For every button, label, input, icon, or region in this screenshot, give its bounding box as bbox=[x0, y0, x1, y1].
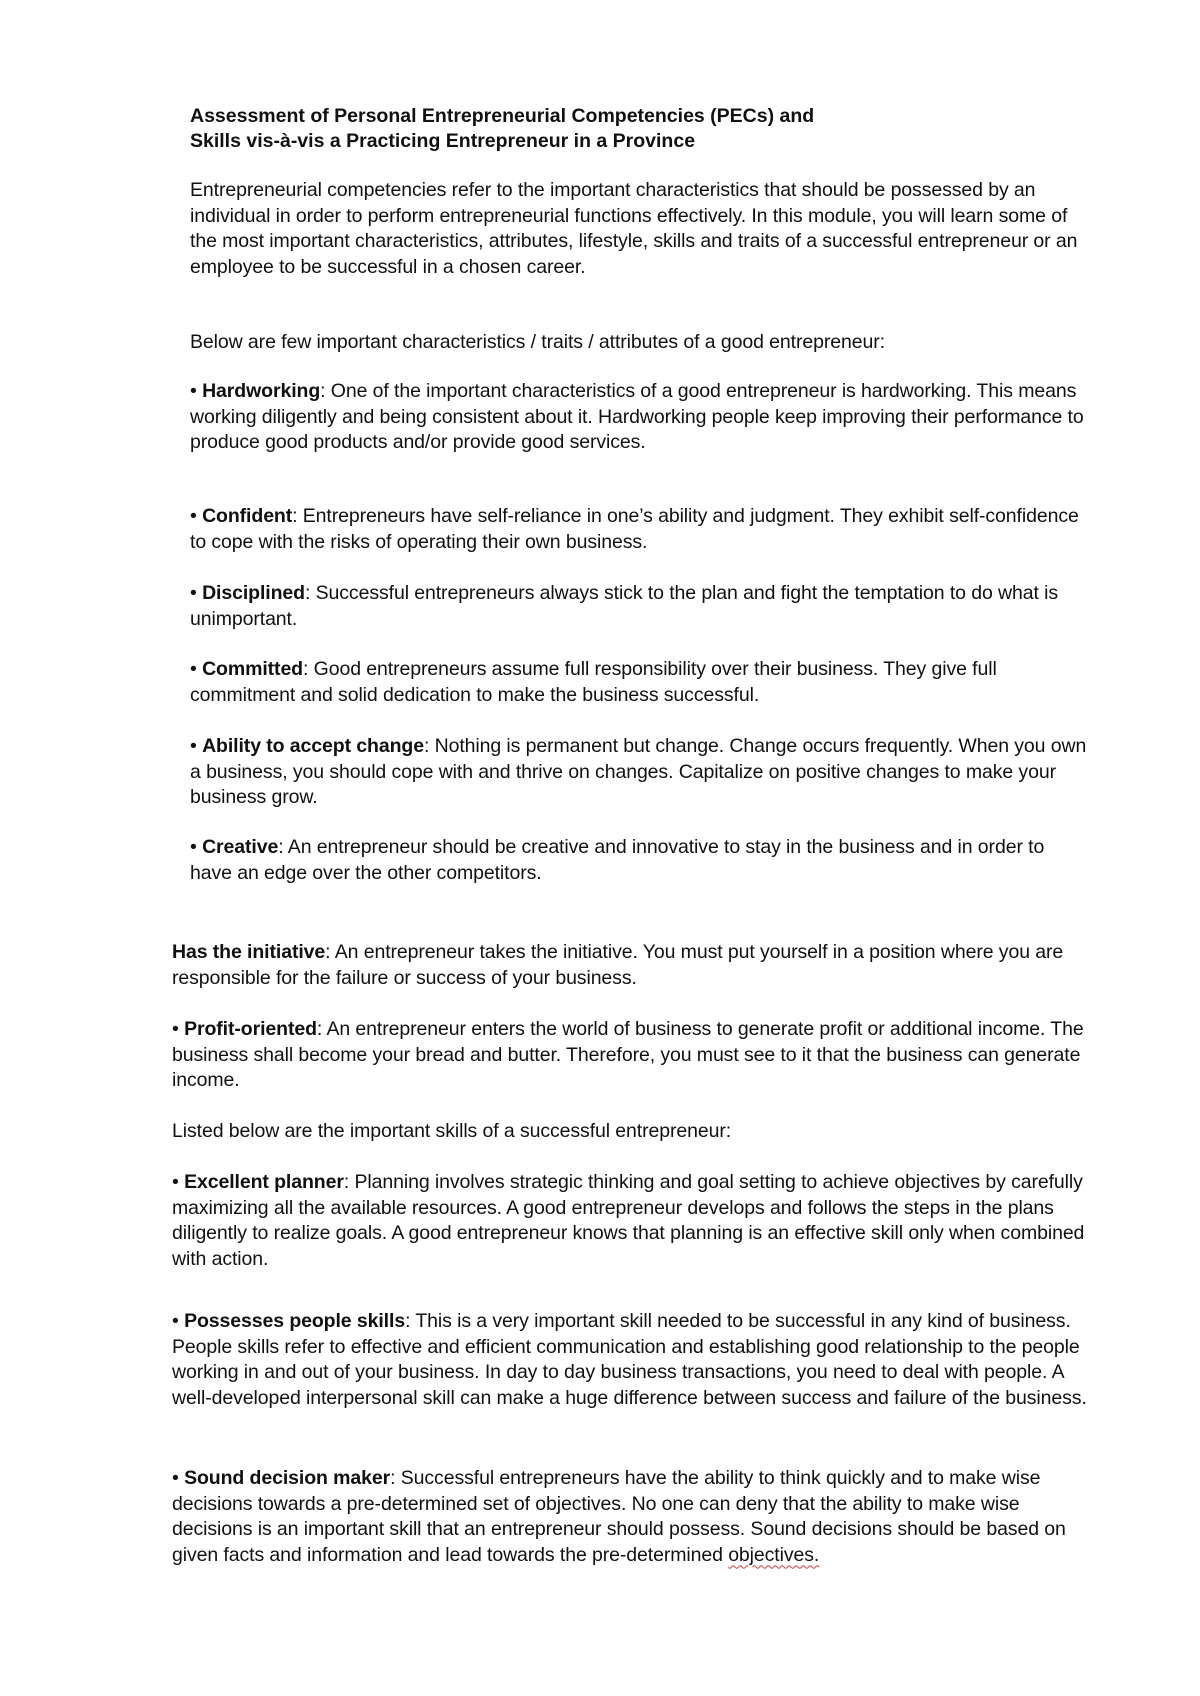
term-label: Disciplined bbox=[202, 582, 305, 604]
term-description: : An entrepreneur takes the initiative. You must put yourself in a position where you are responsible for the failure or success of your business. bbox=[172, 941, 1064, 989]
skill-sound-decision-maker bbox=[172, 1466, 1090, 1568]
skill-people-skills bbox=[172, 1309, 1090, 1411]
intro-paragraph: Entrepreneurial competencies refer to the important characteristics that should be possessed by an individual in order to perform entrepreneurial functions effectively. In this module, you will learn some of the most important characteristics, attributes, lifestyle, skills and traits of a successful entrepreneur or an employee to be successful in a chosen career. bbox=[190, 179, 1078, 278]
term-description: : Nothing is permanent but change. Change occurs frequently. When you own a business, you should cope with and thrive on changes. Capitalize on positive changes to make your business grow. bbox=[190, 735, 1087, 808]
characteristic-disciplined bbox=[190, 581, 1090, 632]
term-description: : This is a very important skill needed to be successful in any kind of business. People skills refer to effective and efficient communication and establishing good relationship to the people working in and out of your business. In day to day business transactions, you need to deal with people. A well-developed interpersonal skill can make a huge difference between success and failure of the business. bbox=[172, 1310, 1087, 1409]
title-line-2: Skills vis-à-vis a Practicing Entrepreneur in a Province bbox=[190, 130, 696, 152]
characteristic-hardworking bbox=[190, 379, 1090, 456]
bullet-icon: • bbox=[190, 582, 197, 604]
bullet-icon: • bbox=[190, 505, 197, 527]
term-description: : Planning involves strategic thinking and goal setting to achieve objectives by carefully maximizing all the available resources. A good entrepreneur develops and follows the steps in the plans diligently to realize goals. A good entrepreneur knows that planning is an effective skill only when combined with action. bbox=[172, 1171, 1085, 1270]
term-description: : Entrepreneurs have self-reliance in one’s ability and judgment. They exhibit self-confidence to cope with the risks of operating their own business. bbox=[190, 505, 1079, 553]
characteristic-profit-oriented bbox=[172, 1017, 1090, 1094]
characteristic-creative bbox=[190, 835, 1090, 886]
bullet-icon: • bbox=[172, 1467, 179, 1489]
bullet-icon: • bbox=[190, 735, 197, 757]
term-description: : An entrepreneur enters the world of business to generate profit or additional income. The business shall become your bread and butter. Therefore, you must see to it that the business can generate income. bbox=[172, 1018, 1084, 1091]
characteristic-committed bbox=[190, 657, 1090, 708]
term-description: : An entrepreneur should be creative and innovative to stay in the business and in order to have an edge over the other competitors. bbox=[190, 836, 1045, 884]
bullet-icon: • bbox=[190, 658, 197, 680]
characteristics-heading: Below are few important characteristics / traits / attributes of a good entrepreneur: bbox=[190, 331, 885, 353]
term-label: Sound decision maker bbox=[184, 1467, 391, 1489]
term-description: : Good entrepreneurs assume full responsibility over their business. They give full commitment and solid dedication to make the business successful. bbox=[190, 658, 997, 706]
term-description: : Successful entrepreneurs always stick to the plan and fight the temptation to do what is unimportant. bbox=[190, 582, 1059, 630]
bullet-icon: • bbox=[190, 836, 197, 858]
term-label: Committed bbox=[202, 658, 303, 680]
characteristic-accept-change bbox=[190, 734, 1090, 811]
term-label: Profit-oriented bbox=[184, 1018, 317, 1040]
term-label: Hardworking bbox=[202, 380, 321, 402]
characteristic-initiative bbox=[172, 940, 1090, 991]
title-line-1: Assessment of Personal Entrepreneurial Competencies (PECs) and bbox=[190, 105, 815, 127]
bullet-icon: • bbox=[190, 380, 197, 402]
term-label: Creative bbox=[202, 836, 279, 858]
term-label: Confident bbox=[202, 505, 293, 527]
characteristic-confident bbox=[190, 504, 1090, 555]
term-description: : Successful entrepreneurs have the ability to think quickly and to make wise decisions towards a pre-determined set of objectives. No one can deny that the ability to make wise decisions is an important skill that an entrepreneur should possess. Sound decisions should be based on given facts and information and lead towards the pre-determined bbox=[172, 1467, 1066, 1566]
term-label: Possesses people skills bbox=[184, 1310, 406, 1332]
bullet-icon: • bbox=[172, 1018, 179, 1040]
term-label: Excellent planner bbox=[184, 1171, 344, 1193]
term-description: : One of the important characteristics of a good entrepreneur is hardworking. This means working diligently and being consistent about it. Hardworking people keep improving their performance to produce good products and/or provide good services. bbox=[190, 380, 1084, 453]
term-label: Ability to accept change bbox=[202, 735, 424, 757]
document-title bbox=[190, 104, 814, 154]
term-label: Has the initiative bbox=[172, 941, 326, 963]
bullet-icon: • bbox=[172, 1171, 179, 1193]
skill-excellent-planner bbox=[172, 1170, 1090, 1272]
bullet-icon: • bbox=[172, 1310, 179, 1332]
skills-heading: Listed below are the important skills of a successful entrepreneur: bbox=[172, 1120, 732, 1142]
spellcheck-word: objectives. bbox=[728, 1543, 820, 1566]
